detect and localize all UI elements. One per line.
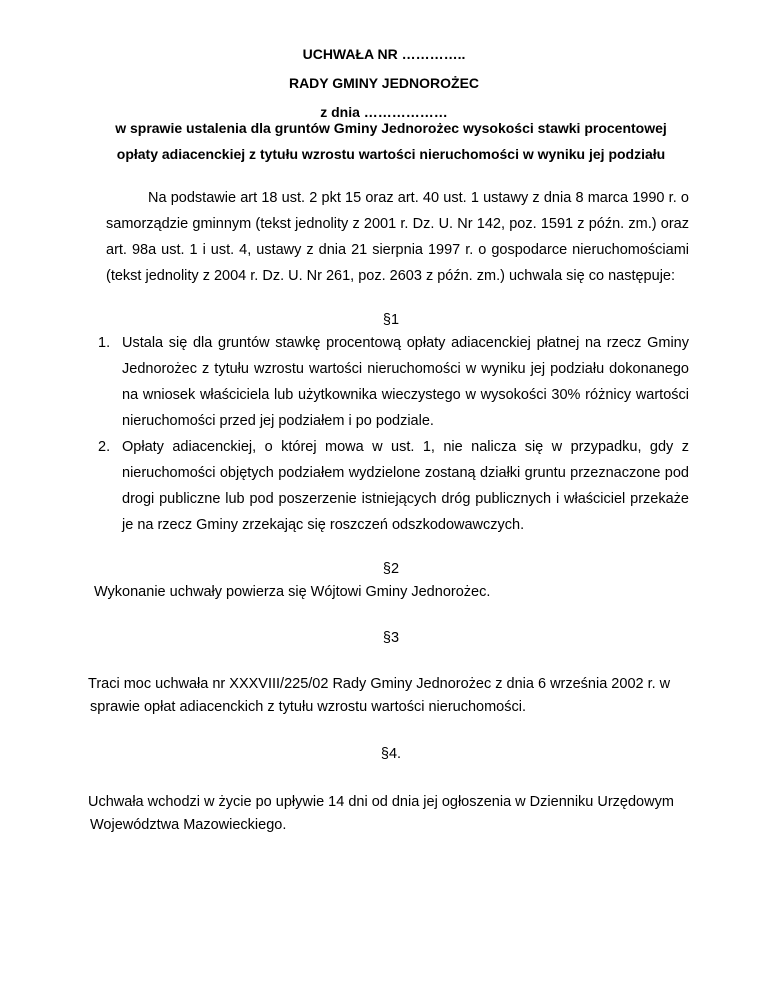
section-2-text: Wykonanie uchwały powierza się Wójtowi Gminy Jednorożec. [94,584,491,600]
item-line: drogi publiczne lub pod poszerzenie istniejących dróg publicznych i właściciel przekaże [122,491,689,507]
section-3-mark: §3 [382,630,400,646]
resolution-number: UCHWAŁA NR ………….. [302,46,466,62]
section-2-mark: §2 [382,561,400,577]
item-line: na wniosek właściciela lub użytkownika wieczystego w wysokości 30% różnicy wartości [122,387,689,403]
item-line: Opłaty adiacenckiej, o której mowa w ust. 1, nie nalicza się w przypadku, gdy z [122,439,689,455]
section-4-line: Województwa Mazowieckiego. [90,817,287,833]
item-line: nieruchomości przed jej podziałem i po podziale. [122,413,434,429]
subject-line-2: opłaty adiacenckiej z tytułu wzrostu wartości nieruchomości w wyniku jej podziału [116,146,666,162]
subject-line-1: w sprawie ustalenia dla gruntów Gminy Jednorożec wysokości stawki procentowej [115,120,667,136]
section-1-mark: §1 [382,312,400,328]
council-name: RADY GMINY JEDNOROŻEC [288,75,480,91]
section-4-line: Uchwała wchodzi w życie po upływie 14 dni od dnia jej ogłoszenia w Dzienniku Urzędowym [88,794,674,810]
section-3-line: Traci moc uchwała nr XXXVIII/225/02 Rady Gminy Jednorożec z dnia 6 września 2002 r. w [88,676,671,692]
item-line: nieruchomości objętych podziałem wydzielone zostaną działki gruntu przeznaczone pod [122,465,689,481]
item-line: Ustala się dla gruntów stawkę procentową opłaty adiacenckiej płatnej na rzecz Gminy [122,335,689,351]
section-4-mark: §4. [380,746,402,762]
item-number: 2. [98,439,111,455]
preamble-line: (tekst jednolity z 2004 r. Dz. U. Nr 261, poz. 2603 z późn. zm.) uchwala się co następuje: [106,268,676,284]
item-line: Jednorożec z tytułu wzrostu wartości nieruchomości w wyniku jej podziału dokonanego [122,361,689,377]
preamble-line: samorządzie gminnym (tekst jednolity z 2001 r. Dz. U. Nr 142, poz. 1591 z późn. zm.) oraz [106,216,689,232]
section-3-line: sprawie opłat adiacenckich z tytułu wzrostu wartości nieruchomości. [90,699,526,715]
item-line: je na rzecz Gminy zrzekając się roszczeń odszkodowawczych. [122,517,525,533]
preamble-line: Na podstawie art 18 ust. 2 pkt 15 oraz art. 40 ust. 1 ustawy z dnia 8 marca 1990 r. o [148,190,689,206]
preamble-line: art. 98a ust. 1 i ust. 4, ustawy z dnia 21 sierpnia 1997 r. o gospodarce nieruchomościami [106,242,689,258]
resolution-date: z dnia ……………… [320,104,448,120]
item-number: 1. [98,335,111,351]
